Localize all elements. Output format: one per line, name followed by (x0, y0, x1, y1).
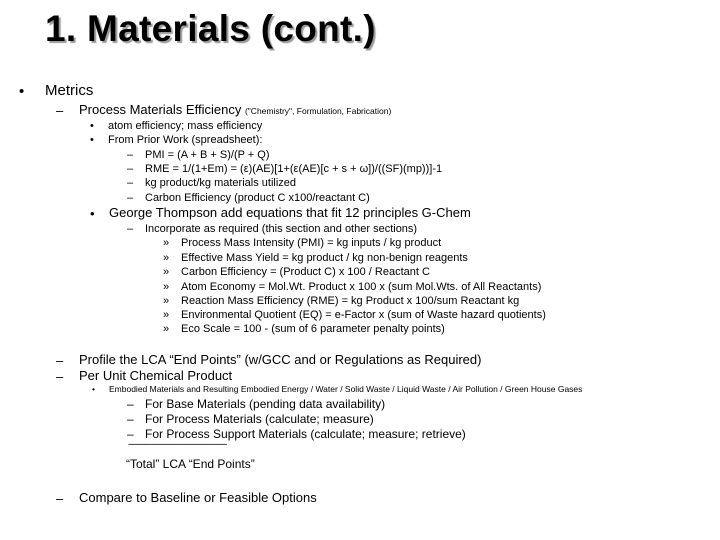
list-item: kg product/kg materials utilized (145, 177, 297, 189)
bullet: • (90, 120, 94, 132)
raquo-bullet: » (163, 266, 170, 278)
raquo-bullet: » (163, 281, 170, 293)
raquo-bullet: » (163, 252, 170, 264)
list-item: From Prior Work (spreadsheet): (108, 134, 263, 146)
raquo-bullet: » (163, 237, 170, 249)
dash-bullet: – (56, 103, 64, 118)
dash-bullet: – (127, 412, 134, 426)
list-item: PMI = (A + B + S)/(P + Q) (145, 149, 270, 161)
dash-bullet: – (127, 427, 134, 441)
list-item: Compare to Baseline or Feasible Options (79, 490, 317, 505)
separator-line: -------------------------------------------------- (128, 439, 227, 450)
list-item: For Base Materials (pending data availability) (145, 397, 386, 411)
dash-bullet: – (56, 353, 64, 368)
list-item: RME = 1/(1+Em) = (ε)(AE)[1+(ε(AE)[c + s + ω])/((SF)(mp))]-1 (145, 163, 443, 175)
raquo-bullet: » (163, 323, 170, 335)
dash-bullet: – (56, 369, 64, 384)
dash-bullet: – (127, 192, 134, 204)
list-item: Incorporate as required (this section and other sections) (145, 223, 418, 235)
raquo-bullet: » (163, 309, 170, 321)
list-item: atom efficiency; mass efficiency (108, 120, 263, 132)
list-item: Embodied Materials and Resulting Embodied Energy / Water / Solid Waste / Liquid Waste / Air Pollution / Green House Gases (109, 384, 583, 394)
list-item: Carbon Efficiency = (Product C) x 100 / Reactant C (181, 266, 430, 278)
dash-bullet: – (127, 177, 134, 189)
dash-bullet: – (127, 223, 134, 235)
list-item: Process Mass Intensity (PMI) = kg inputs / kg product (181, 237, 442, 249)
bullet: • (90, 134, 94, 146)
total-lca-end-points: “Total” LCA “End Points” (126, 457, 255, 471)
dash-bullet: – (56, 491, 64, 506)
slide-title: 1. Materials (cont.) (45, 8, 376, 49)
dash-bullet: – (127, 149, 134, 161)
process-materials-efficiency-suffix: ("Chemistry", Formulation, Fabrication) (244, 106, 392, 116)
list-item: Eco Scale = 100 - (sum of 6 parameter penalty points) (181, 323, 445, 335)
list-item: Atom Economy = Mol.Wt. Product x 100 x (sum Mol.Wts. of All Reactants) (181, 281, 542, 293)
list-item: Profile the LCA “End Points” (w/GCC and or Regulations as Required) (79, 352, 482, 367)
dash-bullet: – (127, 397, 134, 411)
bullet: • (92, 384, 95, 394)
list-item: Per Unit Chemical Product (79, 368, 233, 383)
list-item: For Process Materials (calculate; measure) (145, 412, 374, 426)
metrics-heading: Metrics (45, 82, 94, 99)
raquo-bullet: » (163, 295, 170, 307)
list-item: Carbon Efficiency (product C x100/reactant C) (145, 192, 370, 204)
list-item: George Thompson add equations that fit 12 principles G-Chem (109, 205, 471, 220)
bullet: • (90, 206, 95, 221)
dash-bullet: – (127, 163, 134, 175)
list-item: Environmental Quotient (EQ) = e-Factor x (sum of Waste hazard quotients) (181, 309, 546, 321)
list-item: Effective Mass Yield = kg product / kg non-benign reagents (181, 252, 468, 264)
bullet: • (19, 83, 25, 100)
list-item: For Process Support Materials (calculate; measure; retrieve) (145, 427, 466, 441)
list-item: Reaction Mass Efficiency (RME) = kg Product x 100/sum Reactant kg (181, 295, 520, 307)
process-materials-efficiency: Process Materials Efficiency ("Chemistry", Formulation, Fabrication) (79, 102, 392, 117)
